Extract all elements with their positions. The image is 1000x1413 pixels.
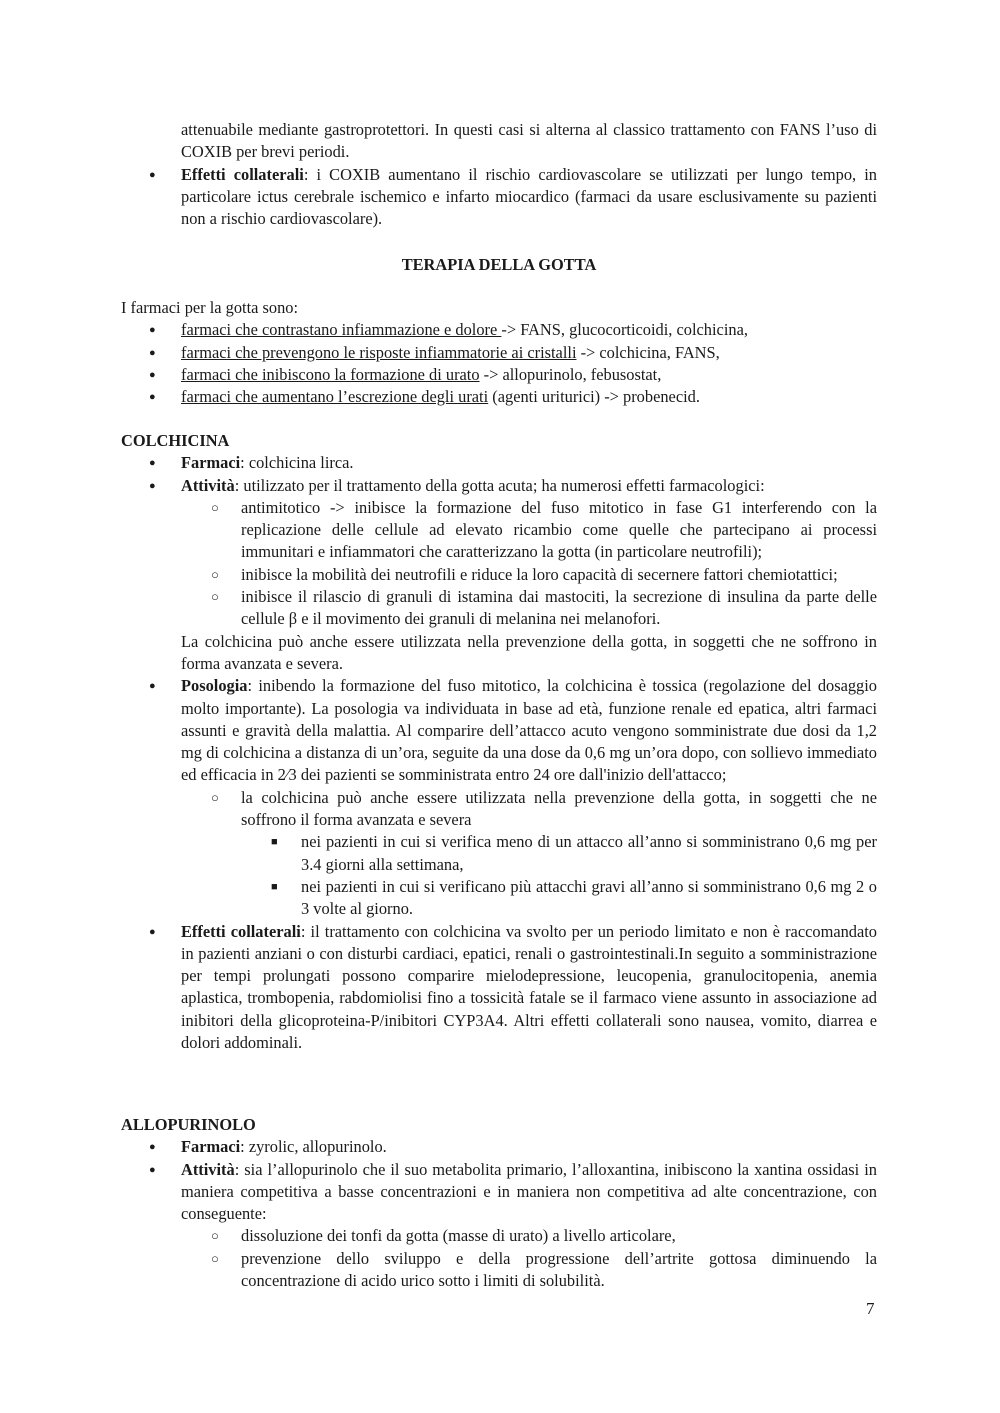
colchicina-section (121, 430, 877, 1054)
sub-item (181, 1248, 877, 1293)
item-underlined: farmaci che contrastano infiammazione e dolore (181, 320, 502, 340)
circle-bullet-icon: ○ (211, 589, 219, 605)
sub-sub-item-text: nei pazienti in cui si verifica meno di un attacco all’anno si somministrano 0,6 mg per 3.4 giorni alla settimana, (301, 832, 877, 874)
sub-item-text: inibisce la mobilità dei neutrofili e riduce la loro capacità di secernere fattori chemiotattici; (241, 564, 838, 584)
circle-bullet-icon: ○ (211, 566, 219, 582)
list-item (121, 921, 877, 1055)
sub-item-text: prevenzione dello sviluppo e della progressione dell’artrite gottosa diminuendo la concentrazione di acido urico sotto i limiti di solubilità. (241, 1248, 877, 1291)
bullet-icon: ● (149, 479, 156, 492)
bullet-icon: ● (149, 1141, 156, 1154)
item-text: -> allopurinolo, febusostat, (479, 364, 662, 384)
item-underlined: farmaci che inibiscono la formazione di urato (181, 364, 480, 384)
bullet-icon: ● (149, 391, 156, 404)
list-item (121, 452, 877, 474)
item-text: : inibendo la formazione del fuso mitotico, la colchicina è tossica (regolazione del dosaggio molto importante). La posologia va individuata in base ad età, funzione renale ed epatica, altri farmaci assunti e gravità della malattia. Al comparire dell’attacco acuto vengono somministrate due dosi da 1,2 mg di colchicina a distanza di un’ora, seguite da una dose da 0,6 mg un’ora dopo, con sollievo immediato ed efficacia in 2⁄3 dei pazienti se somministrata entro 24 ore dall'inizio dell'attacco; (181, 676, 877, 785)
sub-item-text: inibisce il rilascio di granuli di istamina dai mastociti, la secrezione di insulina da parte delle cellule β e il movimento dei granuli di melanina nei melanofori. (241, 587, 877, 629)
bullet-icon: ● (149, 368, 156, 381)
sub-item (181, 787, 877, 921)
item-label: Farmaci (181, 453, 241, 473)
section-heading: COLCHICINA (121, 431, 230, 450)
item-underlined: farmaci che aumentano l’escrezione degli urati (181, 387, 489, 407)
sub-sub-item (241, 876, 877, 921)
bullet-icon: ● (149, 680, 156, 693)
bullet-icon: ● (149, 346, 156, 359)
top-section (121, 119, 877, 230)
item-label: Effetti collaterali (181, 921, 301, 941)
item-text: : sia l’allopurinolo che il suo metabolita primario, l’alloxantina, inibiscono la xantina ossidasi in maniera competitiva a basse concentrazioni e in maniera non competitiva ad alte concentrazione, con conseguente: (181, 1159, 877, 1224)
gotta-section (121, 297, 877, 408)
sub-item (181, 497, 877, 564)
sub-item (181, 586, 877, 631)
sub-item (181, 1225, 877, 1247)
list-item (121, 1136, 877, 1158)
item-text: : zyrolic, allopurinolo. (240, 1137, 387, 1157)
item-underlined: farmaci che prevengono le risposte infiammatorie ai cristalli (181, 342, 577, 362)
sub-item-text: antimitotico -> inibisce la formazione del fuso mitotico in fase G1 interferendo con la replicazione delle cellule ad elevato ricambio come quelle che partecipano ai processi immunitari e infiammatori che caratterizzano la gotta (in particolare neutrofili); (241, 497, 877, 562)
square-bullet-icon: ■ (271, 880, 278, 893)
list-item (121, 475, 877, 676)
list-item (121, 164, 877, 231)
item-label: Attività (181, 1159, 235, 1179)
section-title: TERAPIA DELLA GOTTA (401, 255, 597, 274)
sub-item-text: la colchicina può anche essere utilizzata nella prevenzione della gotta, in soggetti che ne soffrono il forma avanzata e severa (241, 787, 877, 830)
item-text: : colchicina lirca. (240, 453, 354, 473)
page-number: 7 (866, 1299, 875, 1318)
bullet-icon: ● (149, 168, 156, 181)
list-item (121, 386, 877, 408)
bullet-icon: ● (149, 1163, 156, 1176)
allopurinolo-section (121, 1114, 877, 1292)
item-text: : utilizzato per il trattamento della gotta acuta; ha numerosi effetti farmacologici: (234, 475, 765, 495)
item-text: -> FANS, glucocorticoidi, colchicina, (501, 320, 748, 340)
list-item (121, 364, 877, 386)
item-label: Attività (181, 475, 235, 495)
sub-item (181, 564, 877, 586)
item-text: (agenti uriturici) -> probenecid. (488, 387, 700, 407)
list-item (121, 319, 877, 341)
circle-bullet-icon: ○ (211, 499, 219, 515)
list-item (121, 1159, 877, 1293)
list-item (121, 342, 877, 364)
bullet-icon: ● (149, 324, 156, 337)
item-label: Effetti collaterali (181, 164, 304, 184)
sub-sub-item (241, 831, 877, 876)
item-text: -> colchicina, FANS, (576, 342, 720, 362)
list-item (121, 675, 877, 920)
circle-bullet-icon: ○ (211, 1228, 219, 1244)
item-label: Posologia (181, 676, 248, 696)
intro-text: I farmaci per la gotta sono: (121, 298, 299, 317)
circle-bullet-icon: ○ (211, 1250, 219, 1266)
item-label: Farmaci (181, 1137, 241, 1157)
bullet-icon: ● (149, 457, 156, 470)
circle-bullet-icon: ○ (211, 789, 219, 805)
continuation-text: attenuabile mediante gastroprotettori. In questi casi si alterna al classico trattamento con FANS l’uso di COXIB per brevi periodi. (181, 120, 877, 162)
item-note: La colchicina può anche essere utilizzata nella prevenzione della gotta, in soggetti che ne soffrono in forma avanzata e severa. (181, 631, 877, 673)
item-text: : il trattamento con colchicina va svolto per un periodo limitato e non è raccomandato in pazienti anziani o con disturbi cardiaci, epatici, renali o gastrointestinali.In seguito a somministrazione per tempi prolungati possono comparire mielodepressione, leucopenia, granulocitopenia, anemia aplastica, trombopenia, rabdomiolisi fino a tossicità fatale se il farmaco viene assunto in associazione ad inibitori della glicoproteina-P/inibitori CYP3A4. Altri effetti collaterali sono nausea, vomito, diarrea e dolori addominali. (181, 921, 878, 1053)
bullet-icon: ● (149, 925, 156, 938)
item-text: : i COXIB aumentano il rischio cardiovascolare se utilizzati per lungo tempo, in particolare ictus cerebrale ischemico e infarto miocardico (farmaci da usare esclusivamente su pazienti non a rischio cardiovascolare). (181, 164, 877, 229)
sub-sub-item-text: nei pazienti in cui si verificano più attacchi gravi all’anno si somministrano 0,6 mg 2 o 3 volte al giorno. (301, 876, 877, 919)
square-bullet-icon: ■ (271, 836, 278, 849)
section-heading: ALLOPURINOLO (121, 1115, 256, 1134)
sub-item-text: dissoluzione dei tonfi da gotta (masse di urato) a livello articolare, (241, 1226, 676, 1246)
